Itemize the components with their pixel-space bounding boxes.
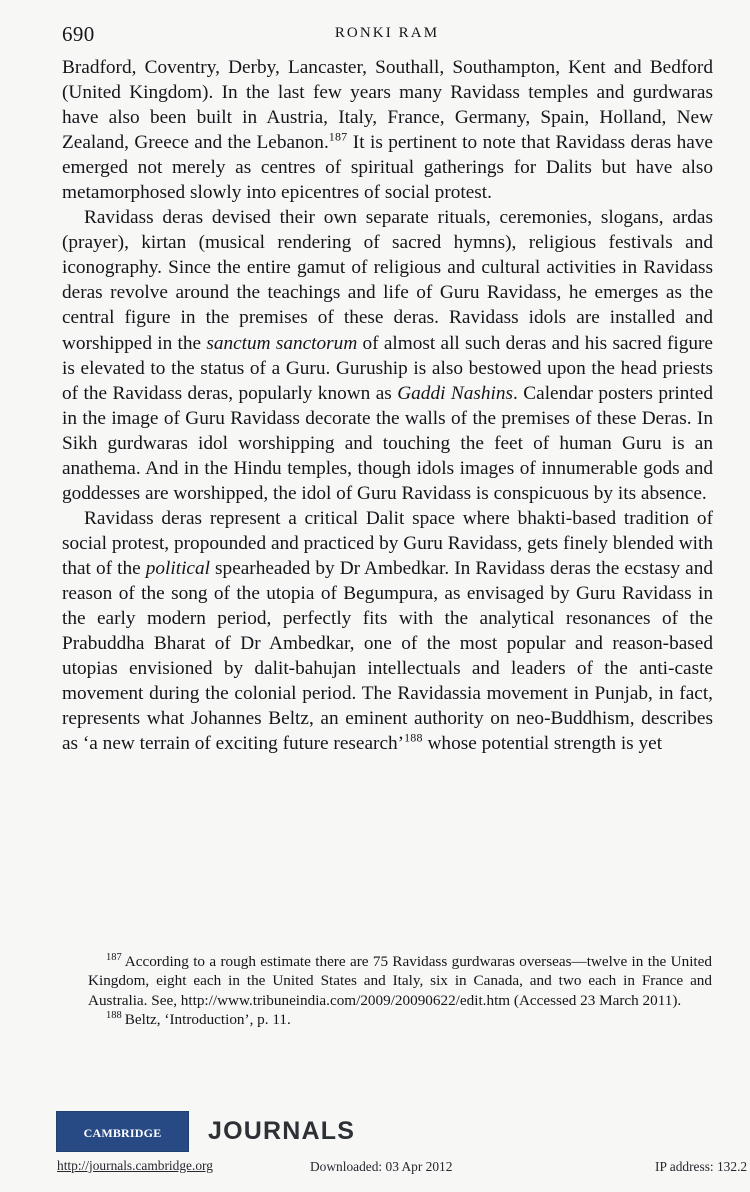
footer-downloaded-date: Downloaded: 03 Apr 2012 [310, 1159, 453, 1174]
journals-wordmark: JOURNALS [208, 1117, 356, 1145]
footer-ip-address: IP address: 132.2 [655, 1159, 748, 1174]
footnote-reference[interactable]: 187 [328, 129, 348, 144]
footnote-number: 187 [106, 951, 122, 963]
running-head-title: RONKI RAM [334, 25, 440, 41]
italic-phrase: Gaddi Nashins [397, 382, 514, 404]
body-paragraph: Ravidass deras devised their own separate rituals, ceremonies, slogans, ardas (prayer), kirtan (musical rendering of sacred hymns), religious festivals and iconography. Since the entire gamut of religious and cultural activities in Ravidass deras revolve around the teachings and life of Guru Ravidass, he emerges as the central figure in the premises of these deras. Ravidass idols are installed and worshipped in the sanctum sanctorum of almost all such deras and his sacred figure is elevated to the status of a Guru. Guruship is also bestowed upon the head priests of the Ravidass deras, popularly known as Gaddi Nashins. Calendar posters printed in the image of Guru Ravidass decorate the walls of the premises of these Deras. In Sikh gurdwaras idol worshipping and touching the feet of human Guru is an anathema. And in the Hindu temples, though idols images of innumerable gods and goddesses are worshipped, the idol of Guru Ravidass is conspicuous by its absence. [62, 207, 713, 504]
body-paragraph: Bradford, Coventry, Derby, Lancaster, Southall, Southampton, Kent and Bedford (United Kingdom). In the last few years many Ravidass temples and gurdwaras have also been built in Austria, Italy, France, Germany, Spain, Holland, New Zealand, Greece and the Lebanon.$^{187}$ It is pertinent to note that Ravidass deras have emerged not merely as centres of spiritual gatherings for Dalits but have also metamorphosed slowly into epicentres of social protest. [62, 57, 713, 204]
page-footer [0, 1158, 750, 1184]
italic-phrase: political [145, 557, 210, 579]
cambridge-badge-label: cambridge [83, 1121, 162, 1141]
page-number: 690 [62, 22, 95, 46]
cambridge-badge [56, 1111, 189, 1152]
footnote-item [88, 952, 712, 1010]
footnote-item [88, 1010, 712, 1029]
footer-url-link[interactable]: http://journals.cambridge.org [57, 1158, 213, 1173]
body-paragraph: Ravidass deras represent a critical Dalit space where bhakti-based tradition of social protest, propounded and practiced by Guru Ravidass, gets finely blended with that of the political spearheaded by Dr Ambedkar. In Ravidass deras the ecstasy and reason of the song of the utopia of Begumpura, as envisaged by Guru Ravidass in the early modern period, perfectly fits with the analytical resonances of the Prabuddha Bharat of Dr Ambedkar, one of the most popular and reason-based utopias envisioned by dalit-bahujan intellectuals and leaders of the anti-caste movement during the colonial period. The Ravidassia movement in Punjab, in fact, represents what Johannes Beltz, an eminent authority on neo-Buddhism, describes as ‘a new terrain of exciting future research’$^{188}$ whose potential strength is yet [62, 507, 713, 755]
running-head [62, 22, 712, 46]
cambridge-journals-logo [56, 1111, 355, 1152]
footnote-number: 188 [106, 1010, 122, 1022]
italic-phrase: sanctum sanctorum [206, 332, 358, 354]
footnote-reference[interactable]: 188 [404, 730, 423, 745]
body-text-column [62, 55, 713, 756]
footnote-text: According to a rough estimate there are 75 Ravidass gurdwaras overseas—twelve in the United Kingdom, eight each in the United States and Italy, six in Canada, and two each in France and Australia. See, http://www.tribuneindia.com/2009/20090622/edit.htm (Accessed 23 March 2011). [88, 953, 712, 1009]
footnotes-section [88, 952, 712, 1030]
footnote-text: Beltz, ‘Introduction’, p. 11. [124, 1011, 291, 1029]
